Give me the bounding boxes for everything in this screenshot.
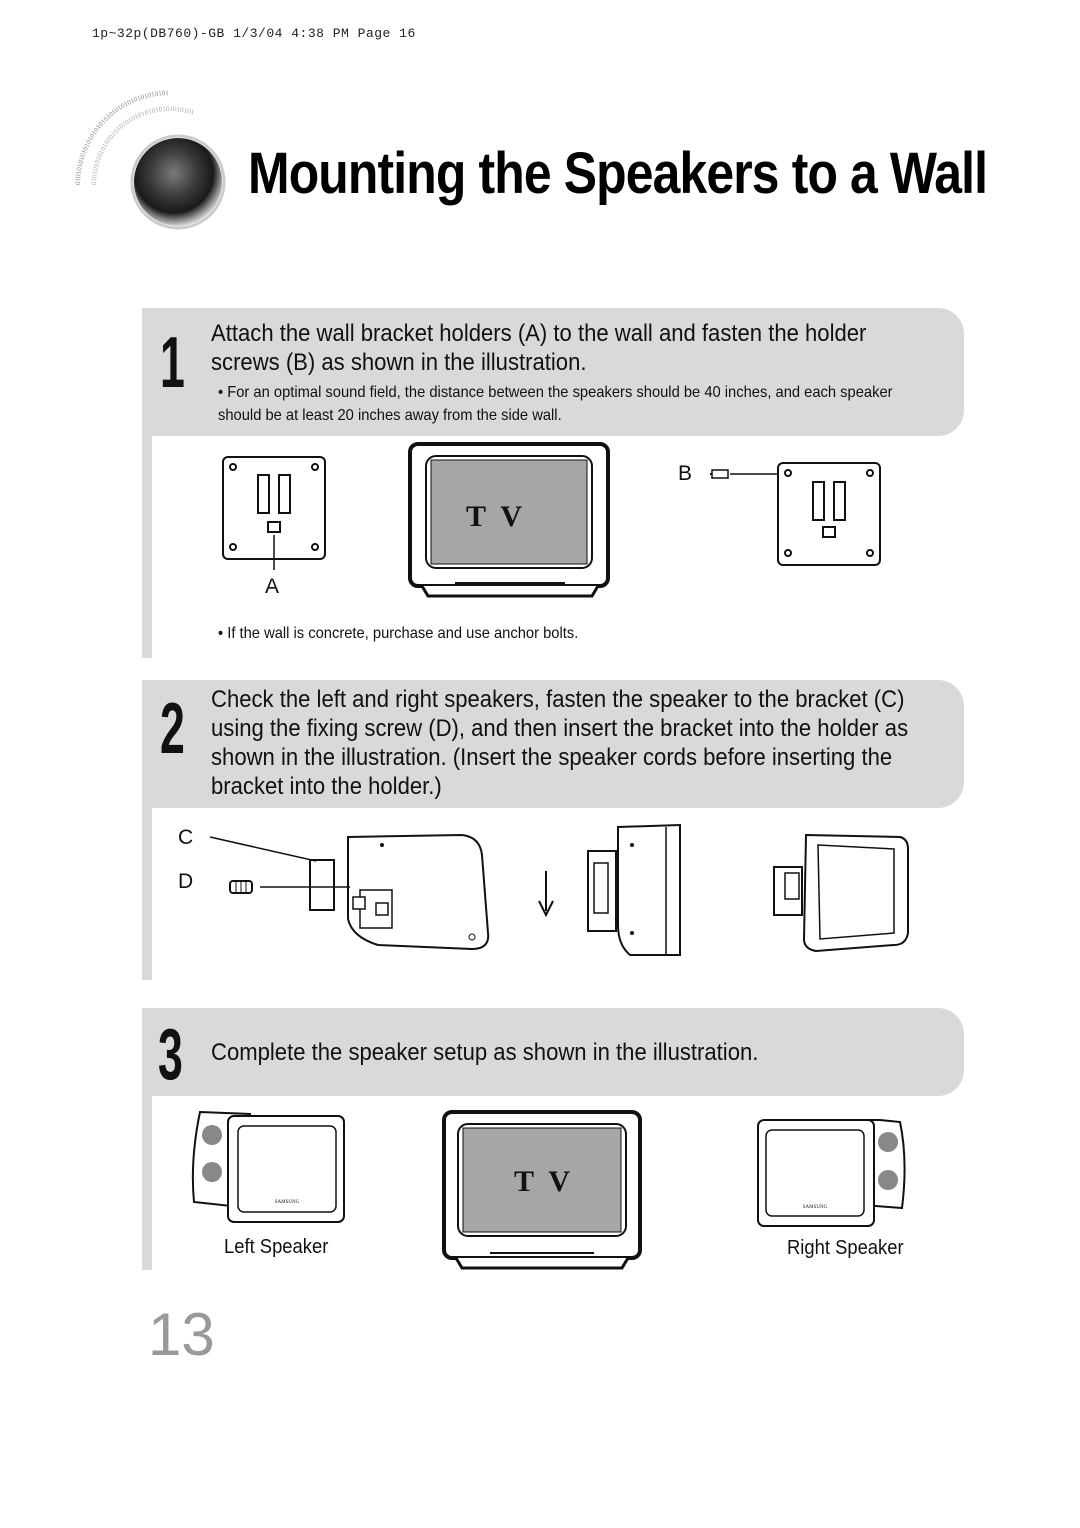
speaker-with-bracket-illustration xyxy=(210,835,488,949)
speaker-brand-left: SAMSUNG xyxy=(274,1200,300,1205)
step-1-illustration xyxy=(200,440,920,615)
label-d: D xyxy=(178,870,194,893)
mounted-speaker-illustration xyxy=(774,835,908,951)
bullet: • xyxy=(218,625,224,642)
step-2-number: 2 xyxy=(160,689,185,769)
label-c: C xyxy=(178,826,194,849)
wall-bracket-holder-left xyxy=(223,457,325,570)
speaker-brand-right: SAMSUNG xyxy=(802,1205,828,1210)
step-1-footnote xyxy=(218,622,880,645)
right-speaker-caption: Right Speaker xyxy=(787,1237,904,1259)
tv-label: T V xyxy=(466,500,527,533)
page-number: 13 xyxy=(148,1301,215,1368)
bullet: • xyxy=(218,384,224,401)
left-speaker-illustration xyxy=(193,1112,344,1222)
step-3-text: Complete the speaker setup as shown in the illustration. xyxy=(211,1039,759,1066)
logo-binary-ring-inner: 0101010101010101010101010101010101010101 xyxy=(89,104,196,186)
step-2-text: Check the left and right speakers, fasten the speaker to the bracket (C) using the fixing screw (D), and then insert the bracket into the holder as shown in the illustration. (Insert the speaker cords before inserting the bracket into the holder.) xyxy=(211,686,909,800)
tv-label-step-3: T V xyxy=(514,1165,575,1198)
label-a: A xyxy=(265,575,280,598)
print-header-line: 1p~32p(DB760)-GB 1/3/04 4:38 PM Page 16 xyxy=(92,26,416,41)
step-1-note-text: For an optimal sound field, the distance between the speakers should be 40 inches, and each speaker should be at least 20 inches away from the side wall. xyxy=(218,384,893,424)
wall-bracket-holder-right xyxy=(778,463,880,565)
speaker-side-illustration xyxy=(588,825,680,955)
step-3-number: 3 xyxy=(158,1015,183,1095)
step-2-illustration xyxy=(200,815,920,970)
speaker-disc-icon xyxy=(70,80,270,295)
logo-binary-ring-outer: 0101010101010101010101010101010101010101 xyxy=(73,88,169,186)
holder-screw-icon xyxy=(710,470,780,478)
step-1-note xyxy=(218,381,926,427)
step-1-text: Attach the wall bracket holders (A) to the wall and fasten the holder screws (B) as shown in the illustration. xyxy=(211,320,867,376)
step-1-footnote-text: If the wall is concrete, purchase and use anchor bolts. xyxy=(227,625,579,642)
fixing-screw-icon xyxy=(230,881,252,893)
step-1-number: 1 xyxy=(160,323,185,403)
right-speaker-illustration xyxy=(758,1120,905,1226)
page-title: Mounting the Speakers to a Wall xyxy=(248,141,988,206)
label-b: B xyxy=(678,462,693,485)
down-arrow-icon xyxy=(539,871,553,915)
left-speaker-caption: Left Speaker xyxy=(224,1236,329,1258)
